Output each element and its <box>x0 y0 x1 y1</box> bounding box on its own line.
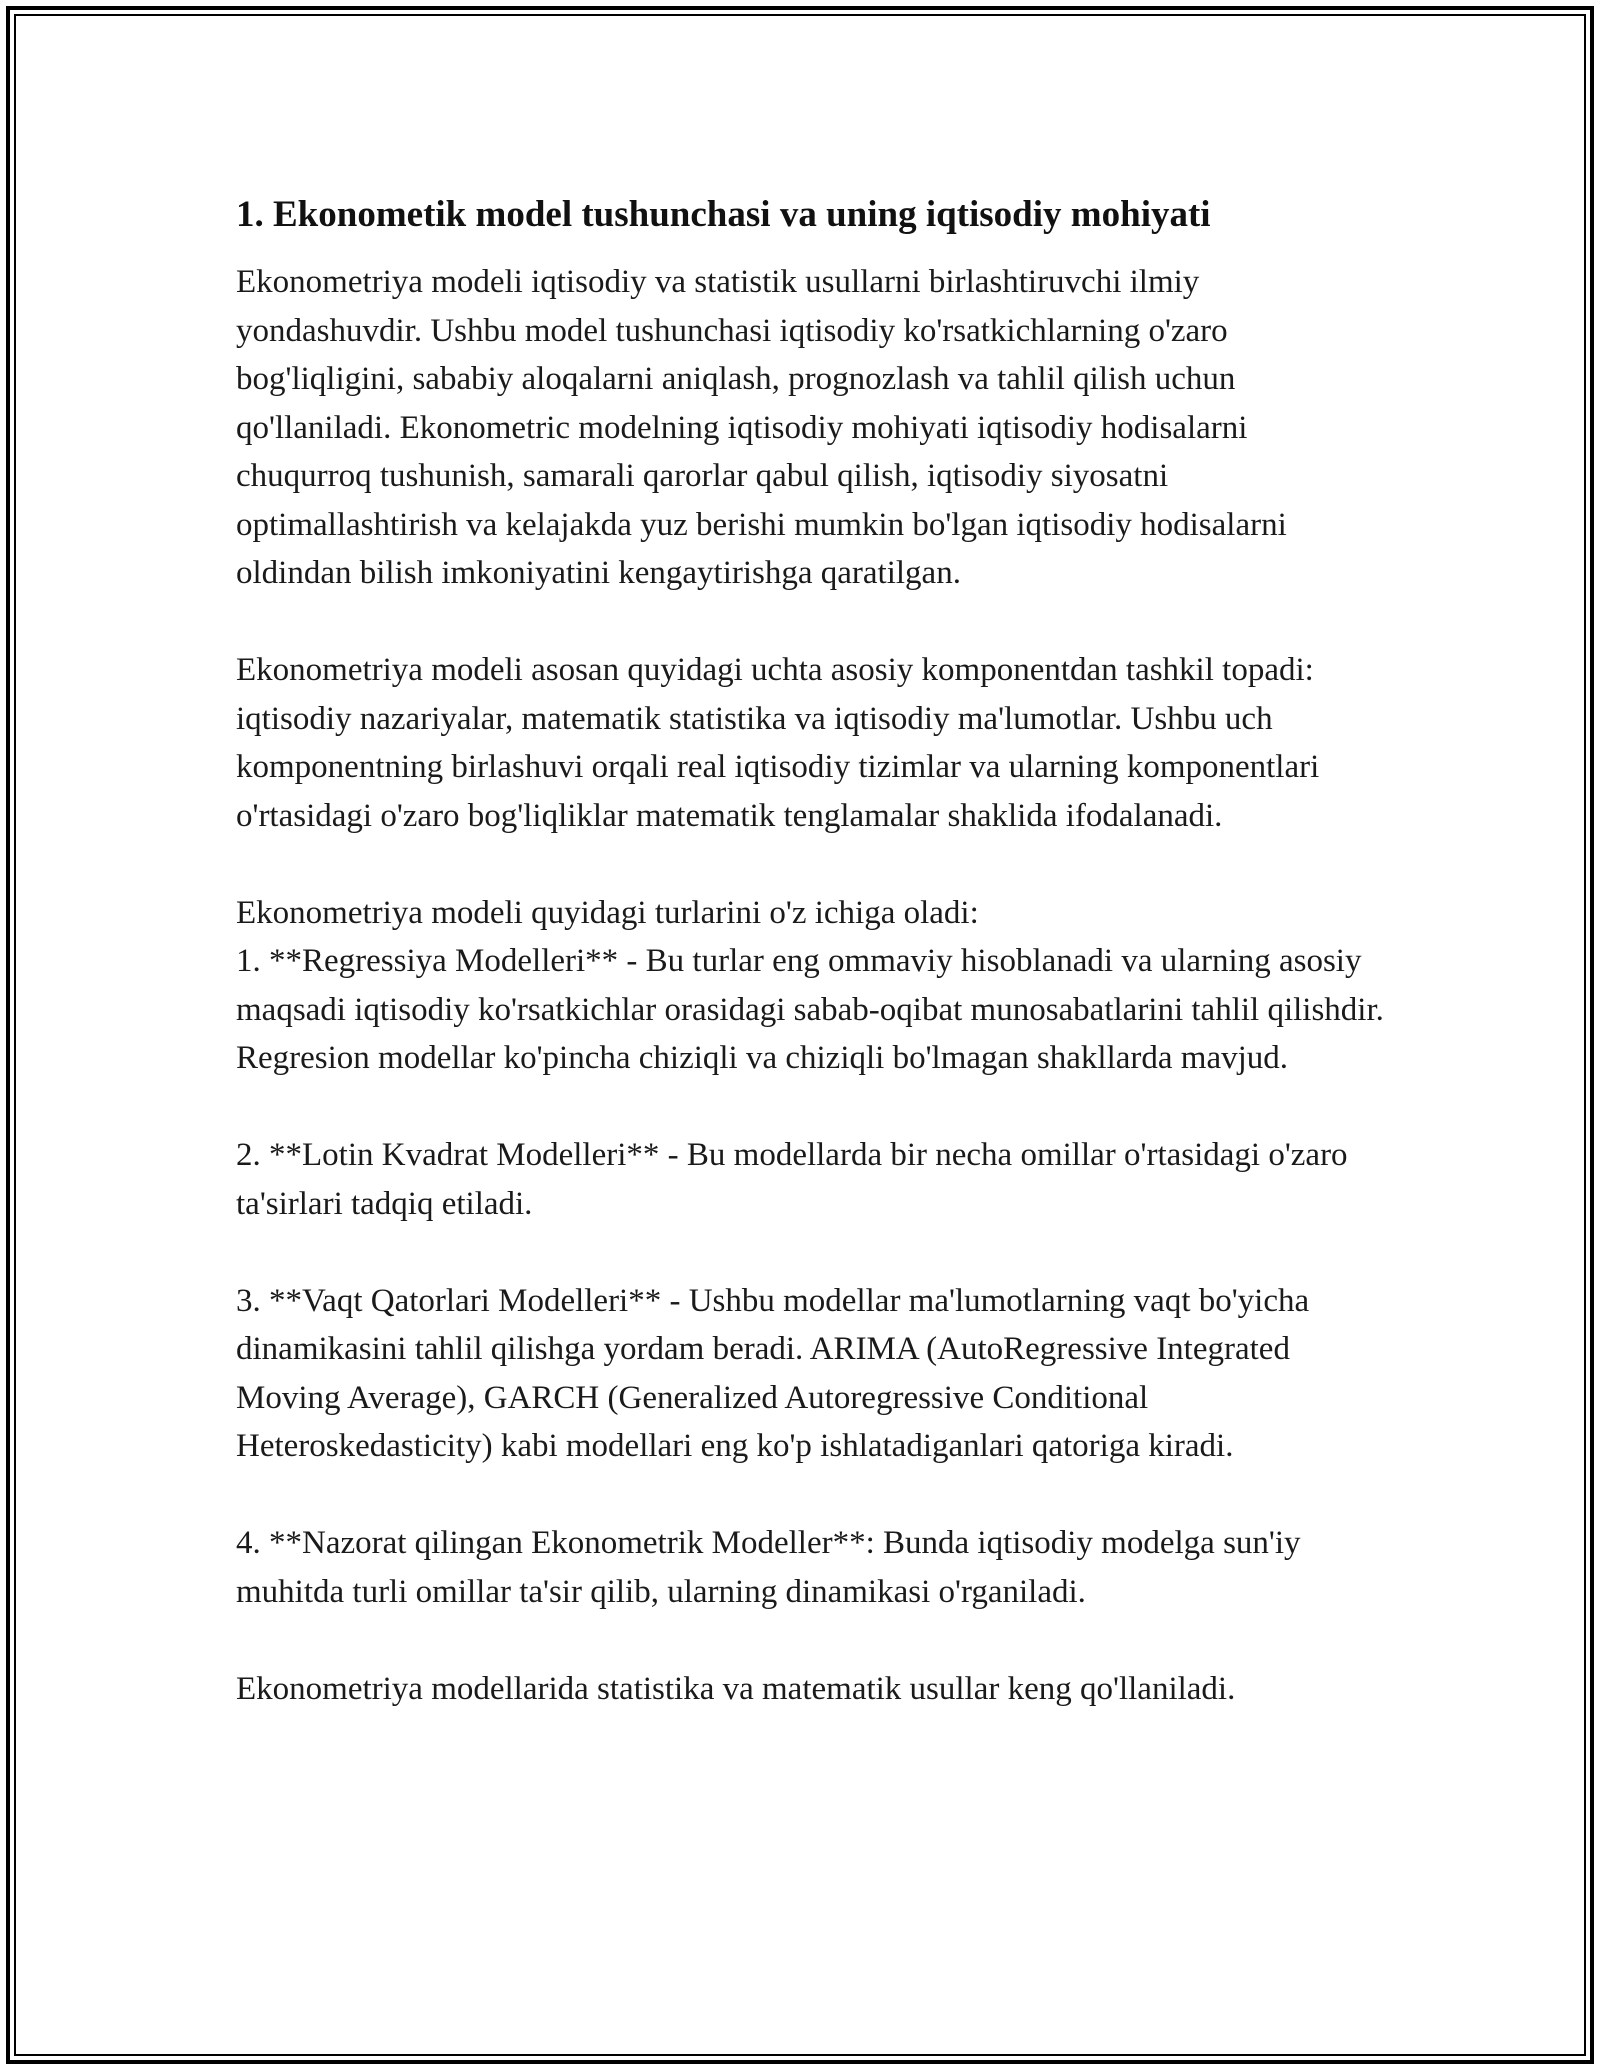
types-intro: Ekonometriya modeli quyidagi turlarini o'z ichiga oladi: <box>236 894 979 931</box>
list-item-latin-square: 2. **Lotin Kvadrat Modelleri** - Bu modellarda bir necha omillar o'rtasidagi o'zaro ta'sirlari tadqiq etiladi. <box>236 1137 1348 1222</box>
paragraph-spacer <box>236 598 1386 647</box>
section-heading: 1. Ekonometik model tushunchasi va uning iqtisodiy mohiyati <box>236 194 1211 235</box>
paragraph-spacer <box>236 1471 1386 1520</box>
paragraph-spacer <box>236 1228 1386 1277</box>
list-item-regression: 1. **Regressiya Modelleri** - Bu turlar eng ommaviy hisoblanadi va ularning asosiy maqsadi iqtisodiy ko'rsatkichlar orasidagi sabab-oqibat munosabatlarini tahlil qilishdir. Regresion modellar ko'pincha chiziqli va chiziqli bo'lmagan shakllarda mavjud. <box>236 943 1384 1076</box>
document-body <box>236 186 1386 1713</box>
paragraph-spacer <box>236 840 1386 889</box>
paragraph-spacer <box>236 1083 1386 1132</box>
closing-sentence: Ekonometriya modellarida statistika va matematik usullar keng qo'llaniladi. <box>236 1670 1236 1707</box>
list-item-controlled: 4. **Nazorat qilingan Ekonometrik Modeller**: Bunda iqtisodiy modelga sun'iy muhitda turli omillar ta'sir qilib, ularning dinamikasi o'rganiladi. <box>236 1525 1301 1610</box>
paragraph-spacer <box>236 1616 1386 1665</box>
paragraph-definition: Ekonometriya modeli iqtisodiy va statistik usullarni birlashtiruvchi ilmiy yondashuvdir. Ushbu model tushunchasi iqtisodiy ko'rsatkichlarning o'zaro bog'liqligini, sababiy aloqalarni aniqlash, prognozlash va tahlil qilish uchun qo'llaniladi. Ekonometric modelning iqtisodiy mohiyati iqtisodiy hodisalarni chuqurroq tushunish, samarali qarorlar qabul qilish, iqtisodiy siyosatni optimallashtirish va kelajakda yuz berishi mumkin bo'lgan iqtisodiy hodisalarni oldindan bilish imkoniyatini kengaytirishga qaratilgan. <box>236 264 1287 591</box>
list-item-time-series: 3. **Vaqt Qatorlari Modelleri** - Ushbu modellar ma'lumotlarning vaqt bo'yicha dinamikasini tahlil qilishga yordam beradi. ARIMA (AutoRegressive Integrated Moving Average), GARCH (Generalized Autoregressive Conditional Heteroskedasticity) kabi modellari eng ko'p ishlatadiganlari qatoriga kiradi. <box>236 1282 1310 1464</box>
paragraph-components: Ekonometriya modeli asosan quyidagi uchta asosiy komponentdan tashkil topadi: iqtisodiy nazariyalar, matematik statistika va iqtisodiy ma'lumotlar. Ushbu uch komponentning birlashuvi orqali real iqtisodiy tizimlar va ularning komponentlari o'rtasidagi o'zaro bog'liqliklar matematik tenglamalar shaklida ifodalanadi. <box>236 652 1320 834</box>
